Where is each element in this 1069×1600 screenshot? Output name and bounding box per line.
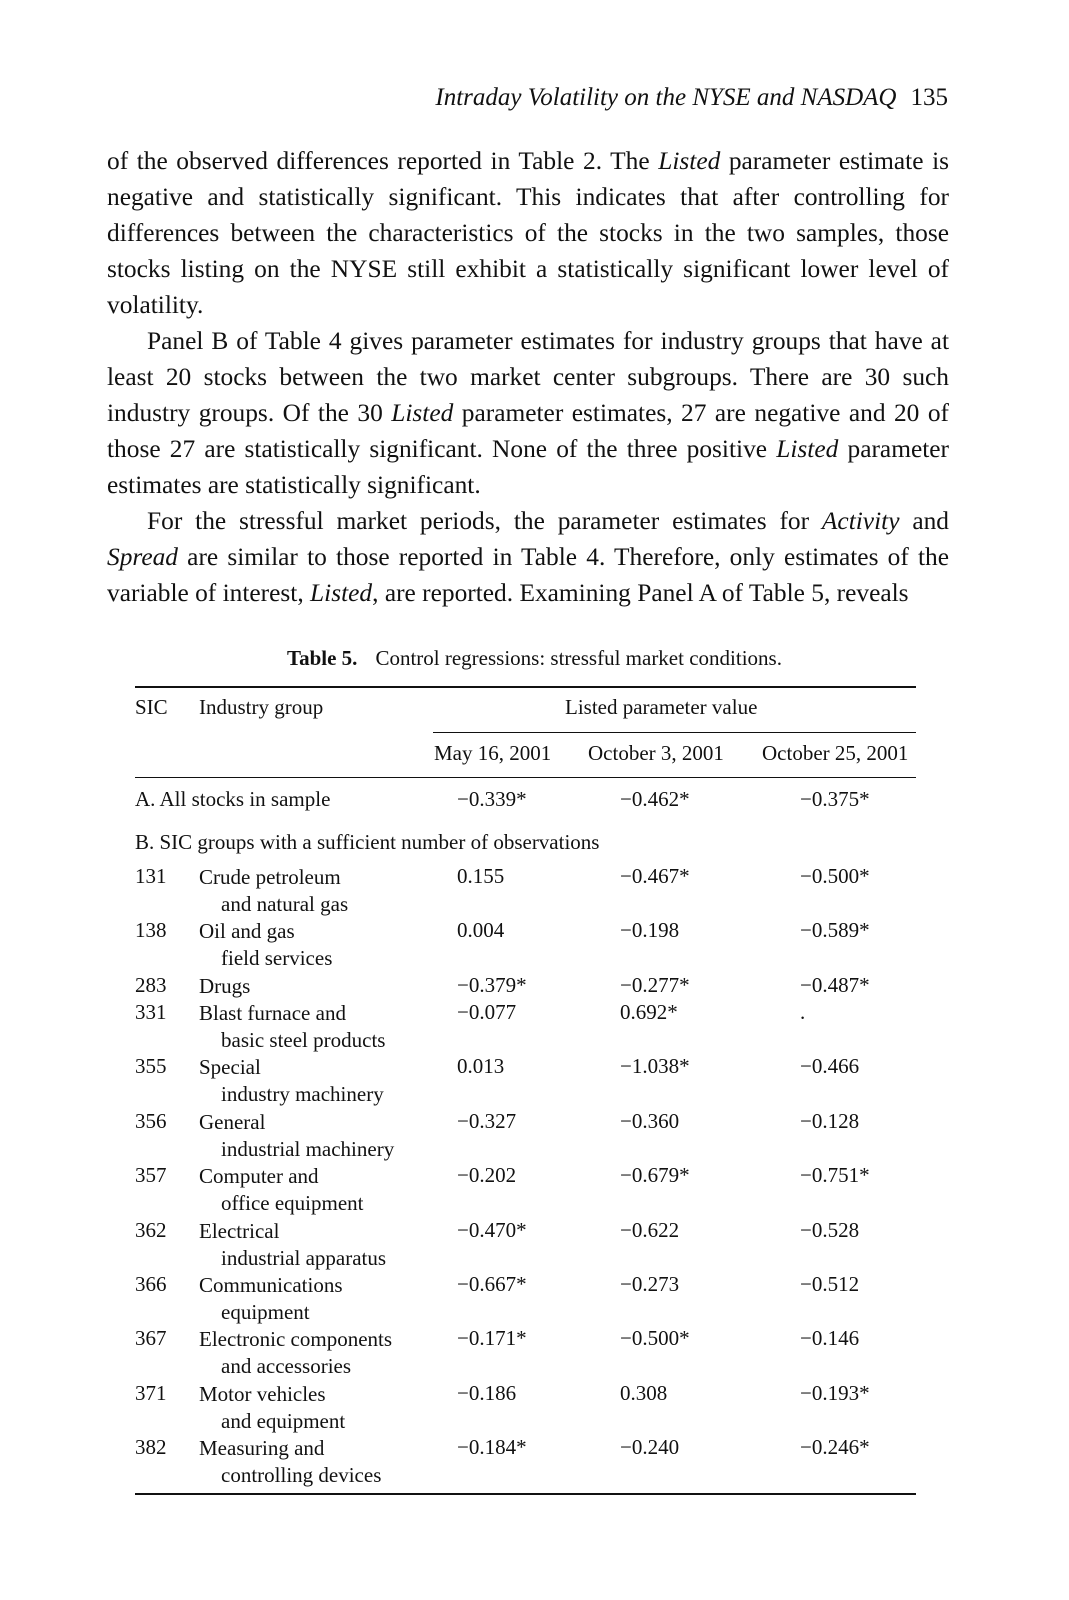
value-oct-3: 0.692* — [620, 1000, 678, 1024]
table-row — [135, 1163, 916, 1217]
sic-code: 366 — [135, 1272, 167, 1296]
panel-a-value: −0.339* — [457, 787, 527, 811]
table-row — [135, 1000, 916, 1054]
sic-code: 382 — [135, 1435, 167, 1460]
sic-code: 355 — [135, 1054, 167, 1079]
value-oct-3: −0.240 — [620, 1435, 680, 1460]
panel-a-value: −0.462* — [620, 787, 690, 811]
value-oct-3: −0.622 — [620, 1217, 680, 1242]
industry-line-1: Computer and — [199, 1164, 319, 1189]
industry-line-1: Special — [199, 1055, 261, 1080]
table-row — [135, 1054, 916, 1108]
text-run: of the observed differences reported in Table 2. The — [107, 147, 659, 175]
industry-line-2: and equipment — [221, 1408, 346, 1433]
italic-term: Activity — [821, 507, 900, 535]
industry-group — [199, 864, 348, 918]
running-title: Intraday Volatility on the NYSE and NASDAQ — [435, 84, 897, 111]
value-oct-25: −0.500* — [800, 864, 870, 888]
italic-term: Listed — [310, 579, 373, 607]
value-oct-3: −0.277* — [620, 972, 690, 997]
running-header — [435, 84, 948, 112]
value-may-16: −0.184* — [457, 1435, 527, 1460]
value-oct-25: −0.246* — [800, 1435, 870, 1460]
italic-term: Listed — [658, 147, 721, 175]
value-oct-25: −0.751* — [800, 1163, 870, 1188]
industry-line-1: Oil and gas — [199, 919, 295, 944]
text-run: For the stressful market periods, the parameter estimates for — [147, 507, 822, 535]
industry-line-1: Crude petroleum — [199, 865, 341, 889]
industry-line-2: equipment — [221, 1300, 310, 1324]
table-row — [135, 918, 916, 972]
industry-group — [199, 1109, 394, 1163]
value-oct-3: −0.360 — [620, 1108, 680, 1133]
industry-line-1: Drugs — [199, 973, 251, 998]
paragraph-3 — [107, 503, 949, 611]
industry-line-1: Electrical — [199, 1218, 280, 1243]
industry-group — [199, 1163, 363, 1217]
italic-term: Listed — [391, 399, 454, 427]
industry-line-2: basic steel products — [221, 1028, 386, 1052]
table-row — [135, 1272, 916, 1326]
table-row — [135, 1381, 916, 1435]
text-run: are similar to those reported in Table 4. Therefore, only estimates of the variable of interest, — [107, 543, 949, 607]
sic-code: 131 — [135, 864, 167, 888]
industry-group — [199, 1054, 384, 1108]
industry-group — [199, 1218, 386, 1272]
header-date-3: October 25, 2001 — [762, 741, 909, 765]
sic-code: 371 — [135, 1380, 167, 1405]
industry-line-1: Blast furnace and — [199, 1001, 346, 1025]
industry-line-1: Communications — [199, 1273, 343, 1297]
value-may-16: 0.004 — [457, 918, 505, 943]
header-group-rule — [433, 732, 916, 733]
value-may-16: −0.202 — [457, 1163, 517, 1188]
value-may-16: −0.667* — [457, 1272, 527, 1296]
value-oct-3: −0.500* — [620, 1326, 690, 1351]
text-run: , are reported. Examining Panel A of Table 5, reveals — [372, 579, 909, 607]
text-run: parameter estimates, 27 are negative and 20 of those 27 are statistically significant. None of the three positive — [107, 399, 949, 463]
industry-line-1: Motor vehicles — [199, 1381, 326, 1406]
table-caption — [0, 646, 1069, 671]
industry-line-1: Measuring and — [199, 1436, 325, 1461]
table-row — [135, 1326, 916, 1380]
value-oct-25: −0.589* — [800, 918, 870, 943]
value-oct-25: −0.146 — [800, 1326, 860, 1351]
value-may-16: −0.379* — [457, 972, 527, 997]
industry-line-1: Electronic components — [199, 1327, 393, 1352]
industry-line-2: field services — [221, 946, 333, 971]
value-oct-25: −0.487* — [800, 972, 870, 997]
table-bottom-rule — [135, 1493, 916, 1495]
value-may-16: −0.327 — [457, 1108, 517, 1133]
table-row — [135, 864, 916, 918]
table-caption-text: Control regressions: stressful market conditions. — [375, 646, 782, 670]
text-run: parameter estimate is negative and statistically significant. This indicates that after controlling for differences between the characteristics of the stocks in the two samples, those stocks listing on the NYSE still exhibit a statistically significant lower level of volatility. — [107, 147, 950, 319]
paragraph-2 — [107, 323, 949, 503]
paragraph-1 — [107, 143, 949, 323]
text-run: and — [899, 507, 949, 535]
industry-group — [199, 1000, 385, 1054]
industry-group — [199, 1326, 392, 1380]
header-bottom-rule — [135, 777, 916, 778]
panel-a-value: −0.375* — [800, 787, 870, 811]
header-listed-parameter: Listed parameter value — [565, 695, 758, 719]
industry-group — [199, 1381, 345, 1435]
italic-term: Spread — [107, 543, 178, 571]
industry-line-2: controlling devices — [221, 1463, 382, 1488]
table-top-rule — [135, 686, 916, 688]
industry-line-2: industrial apparatus — [221, 1245, 387, 1270]
industry-line-2: industrial machinery — [221, 1136, 395, 1161]
header-date-2: October 3, 2001 — [588, 741, 724, 765]
industry-line-2: office equipment — [221, 1191, 364, 1216]
table-row — [135, 1435, 916, 1489]
value-oct-3: −0.198 — [620, 918, 680, 943]
header-industry: Industry group — [199, 695, 324, 719]
sic-code: 138 — [135, 918, 167, 943]
value-may-16: 0.155 — [457, 864, 505, 888]
value-oct-3: −0.467* — [620, 864, 690, 888]
table-row — [135, 1109, 916, 1163]
value-oct-3: −0.273 — [620, 1272, 680, 1296]
panel-a-label: A. All stocks in sample — [135, 787, 331, 811]
industry-group — [199, 973, 250, 1000]
value-oct-25: −0.466 — [800, 1054, 860, 1079]
sic-code: 362 — [135, 1217, 167, 1242]
table-row — [135, 1218, 916, 1272]
value-oct-25: −0.512 — [800, 1272, 860, 1296]
panel-b-label: B. SIC groups with a sufficient number of observations — [135, 830, 600, 854]
industry-line-2: and natural gas — [221, 892, 349, 916]
value-may-16: −0.470* — [457, 1217, 527, 1242]
value-oct-3: 0.308 — [620, 1380, 668, 1405]
page-number: 135 — [910, 84, 948, 111]
italic-term: Listed — [776, 435, 839, 463]
sic-code: 357 — [135, 1163, 167, 1188]
body-text — [107, 143, 949, 611]
industry-line-2: industry machinery — [221, 1082, 384, 1107]
text-run: parameter estimates are statistically significant. — [107, 435, 949, 499]
industry-group — [199, 1435, 381, 1489]
table-label: Table 5. — [287, 646, 358, 670]
sic-code: 367 — [135, 1326, 167, 1351]
value-oct-25: −0.528 — [800, 1217, 860, 1242]
value-oct-3: −0.679* — [620, 1163, 690, 1188]
sic-code: 331 — [135, 1000, 167, 1024]
text-run: Panel B of Table 4 gives parameter estimates for industry groups that have at least 20 stocks between the two market center subgroups. There are 30 such industry groups. Of the 30 — [107, 327, 949, 427]
value-oct-25: −0.128 — [800, 1108, 860, 1133]
value-may-16: 0.013 — [457, 1054, 505, 1079]
industry-line-1: General — [199, 1109, 266, 1134]
industry-group — [199, 918, 332, 972]
value-oct-25: −0.193* — [800, 1380, 870, 1405]
value-oct-3: −1.038* — [620, 1054, 690, 1079]
header-date-1: May 16, 2001 — [434, 741, 552, 765]
industry-group — [199, 1272, 343, 1326]
value-oct-25: . — [800, 1000, 806, 1024]
industry-line-2: and accessories — [221, 1354, 352, 1379]
value-may-16: −0.077 — [457, 1000, 517, 1024]
sic-code: 356 — [135, 1108, 167, 1133]
value-may-16: −0.171* — [457, 1326, 527, 1351]
header-sic: SIC — [135, 695, 168, 719]
sic-code: 283 — [135, 972, 167, 997]
value-may-16: −0.186 — [457, 1380, 517, 1405]
